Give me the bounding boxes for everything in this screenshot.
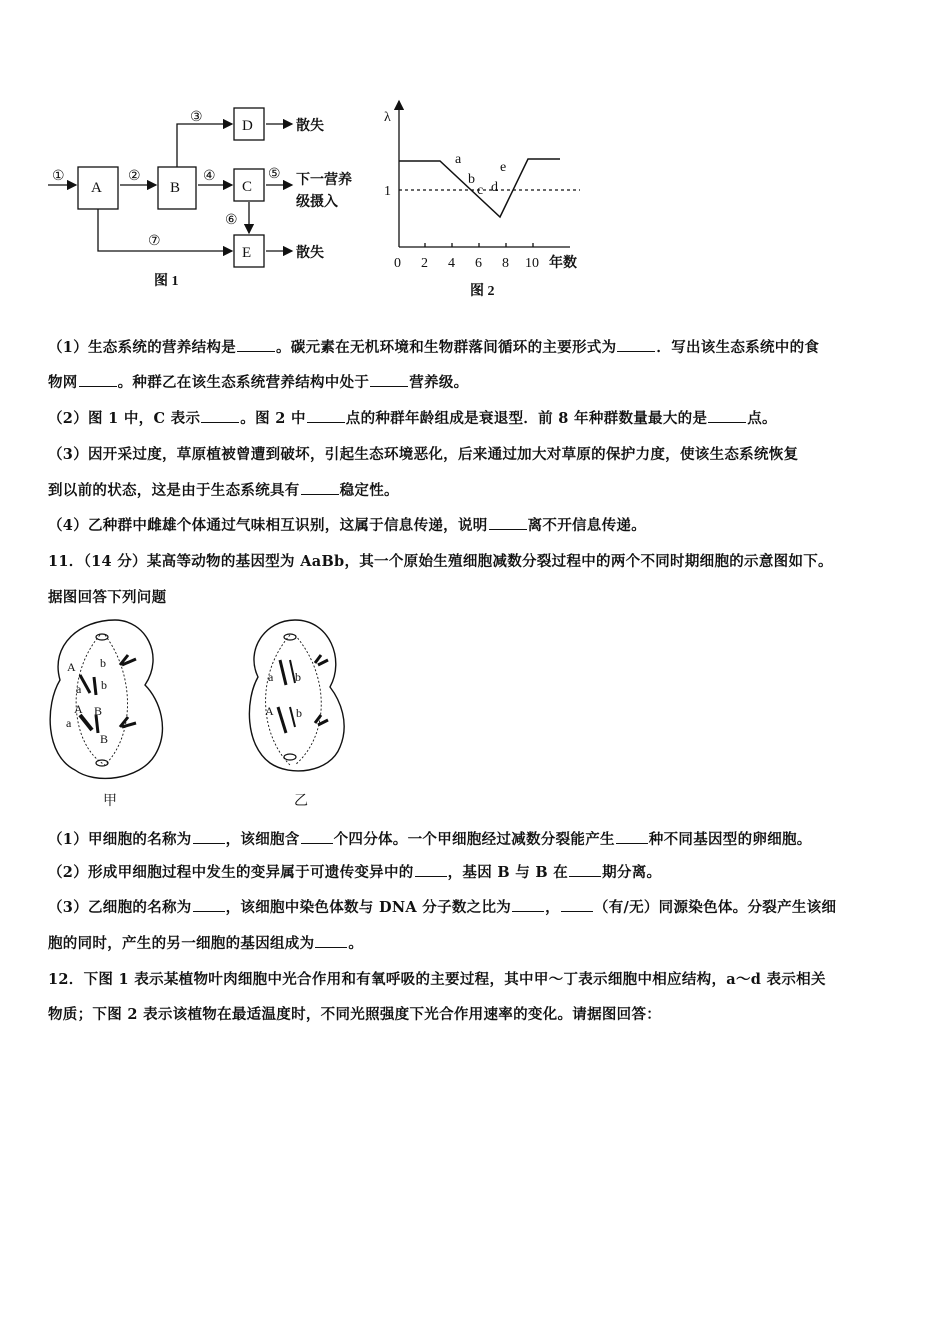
- gene-label: B: [94, 704, 103, 718]
- q11-intro-line2: 据图回答下列问题: [48, 589, 167, 606]
- q11-part2: （2）形成甲细胞过程中发生的变异属于可遗传变异中的 ，基因 B 与 B 在 期分离。: [48, 864, 662, 881]
- gene-label: b: [296, 706, 302, 720]
- answer-blank[interactable]: [512, 897, 544, 912]
- gene-label: a: [268, 670, 274, 684]
- gene-label: a: [66, 716, 72, 730]
- gene-label: b: [295, 670, 301, 684]
- x-tick-8: 8: [502, 256, 509, 271]
- x-axis-unit: 年数: [549, 256, 577, 271]
- answer-blank[interactable]: [616, 829, 648, 844]
- gene-label: A: [67, 660, 76, 674]
- answer-blank[interactable]: [201, 408, 239, 423]
- answer-blank[interactable]: [193, 829, 225, 844]
- meiosis-cell-figure: [40, 615, 380, 825]
- answer-blank[interactable]: [307, 408, 345, 423]
- point-b-label: b: [468, 172, 475, 187]
- arrow-4-label: ④: [203, 169, 216, 184]
- gene-label: A: [74, 702, 83, 716]
- x-tick-4: 4: [448, 256, 455, 271]
- answer-blank[interactable]: [415, 862, 447, 877]
- gene-label: B: [100, 732, 109, 746]
- figure-1-caption: 图 1: [154, 274, 179, 289]
- gene-label: a: [76, 682, 82, 696]
- node-e-label: E: [242, 245, 252, 261]
- node-b-label: B: [170, 180, 181, 196]
- q10-part3-line2: 到以前的状态，这是由于生态系统具有 稳定性。: [48, 482, 399, 499]
- q10-part1-line1: （1）生态系统的营养结构是 。碳元素在无机环境和生物群落间循环的主要形式为 ．写出该生态系统中的食: [48, 339, 820, 356]
- c-next-level-label-1: 下一营养: [296, 173, 352, 188]
- answer-blank[interactable]: [301, 829, 333, 844]
- answer-blank[interactable]: [193, 897, 225, 912]
- arrow-3-label: ③: [190, 110, 203, 125]
- answer-blank[interactable]: [569, 862, 601, 877]
- answer-blank[interactable]: [301, 480, 339, 495]
- q11-part1: （1）甲细胞的名称为 ，该细胞含 个四分体。一个甲细胞经过减数分裂能产生 种不同基因型的卵细胞。: [48, 831, 812, 848]
- arrow-2-label: ②: [128, 169, 141, 184]
- x-tick-2: 2: [421, 256, 428, 271]
- gene-label: A: [265, 704, 274, 718]
- point-a-label: a: [455, 152, 462, 167]
- x-tick-10: 10: [525, 256, 539, 271]
- cell-jia-label: 甲: [103, 793, 117, 809]
- q12-line2: 物质；下图 2 表示该植物在最适温度时，不同光照强度下光合作用速率的变化。请据图回答：: [48, 1006, 662, 1023]
- gene-label: b: [101, 678, 107, 692]
- answer-blank[interactable]: [489, 515, 527, 530]
- cell-jia-membrane: [50, 620, 162, 778]
- answer-blank[interactable]: [370, 372, 408, 387]
- answer-blank[interactable]: [708, 408, 746, 423]
- arrow-7-label: ⑦: [148, 234, 161, 249]
- answer-blank[interactable]: [561, 897, 593, 912]
- lambda-graph: [384, 101, 580, 299]
- point-d-label: d: [491, 180, 498, 195]
- x-tick-6: 6: [475, 256, 482, 271]
- cell-yi-label: 乙: [294, 793, 308, 809]
- q10-part3-line1: （3）因开采过度，草原植被曾遭到破坏，引起生态环境恶化，后来通过加大对草原的保护力度，使该生态系统恢复: [48, 446, 799, 463]
- answer-blank[interactable]: [617, 337, 655, 352]
- energy-flow-diagram: [40, 95, 610, 310]
- x-tick-0: 0: [394, 256, 401, 271]
- point-e-label: e: [500, 160, 507, 175]
- node-a-label: A: [91, 180, 102, 196]
- point-c-label: c: [477, 183, 484, 198]
- d-dissipate-label: 散失: [296, 119, 324, 134]
- c-next-level-label-2: 级摄入: [296, 195, 338, 210]
- figure-2-caption: 图 2: [470, 284, 495, 299]
- arrow-1-label: ①: [52, 169, 65, 184]
- cell-yi-membrane: [249, 620, 344, 771]
- q12-line1: 12．下图 1 表示某植物叶肉细胞中光合作用和有氧呼吸的主要过程，其中甲～丁表示细胞中相应结构，a～d 表示相关: [48, 971, 826, 988]
- ecosystem-figures: [40, 95, 610, 310]
- e-dissipate-label: 散失: [296, 246, 324, 261]
- q10-part2: （2）图 1 中，C 表示 。图 2 中 点的种群年龄组成是衰退型．前 8 年种群数量最大的是 点。: [48, 410, 777, 427]
- answer-blank[interactable]: [79, 372, 117, 387]
- answer-blank[interactable]: [237, 337, 275, 352]
- q11-part3-line1: （3）乙细胞的名称为 ，该细胞中染色体数与 DNA 分子数之比为 ， （有/无）同源染色体。分裂产生该细: [48, 899, 837, 916]
- gene-label: b: [100, 656, 106, 670]
- node-c-label: C: [242, 179, 253, 195]
- q10-part1-line2: 物网 。种群乙在该生态系统营养结构中处于 营养级。: [48, 374, 469, 391]
- y-axis-label: λ: [384, 110, 391, 125]
- q10-part4: （4）乙种群中雌雄个体通过气味相互识别，这属于信息传递，说明 离不开信息传递。: [48, 517, 646, 534]
- q11-intro-line1: 11．（14 分）某高等动物的基因型为 AaBb，其一个原始生殖细胞减数分裂过程中的两个不同时期细胞的示意图如下。: [48, 553, 833, 570]
- arrow-5-label: ⑤: [268, 167, 281, 182]
- node-d-label: D: [242, 118, 253, 134]
- answer-blank[interactable]: [315, 933, 347, 948]
- q11-part3-line2: 胞的同时，产生的另一细胞的基因组成为 。: [48, 935, 364, 952]
- arrow-6-label: ⑥: [225, 213, 238, 228]
- y-tick-1: 1: [384, 184, 391, 199]
